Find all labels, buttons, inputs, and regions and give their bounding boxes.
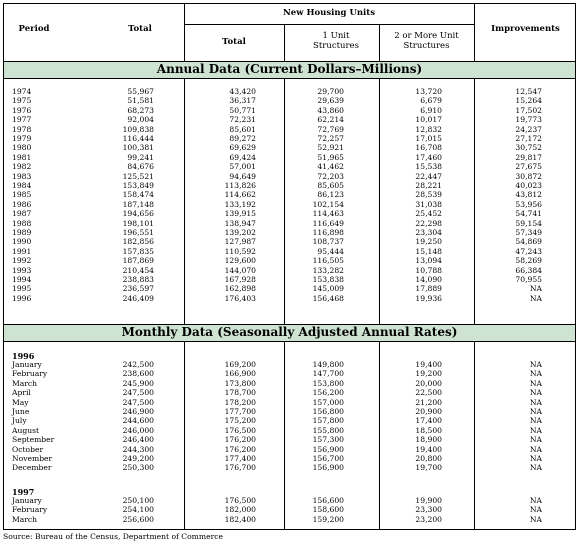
period-cell: 1980	[12, 143, 32, 153]
value-cell: 173,800	[224, 378, 256, 388]
value-cell: 14,090	[415, 275, 442, 284]
annual-data-band: Annual Data (Current Dollars–Millions)	[4, 61, 575, 79]
value-cell: 69,629	[229, 143, 256, 153]
value-cell: 116,898	[312, 228, 344, 237]
value-cell: 138,947	[224, 218, 256, 228]
value-cell: 198,101	[122, 218, 154, 228]
value-cell: 13,720	[415, 87, 442, 96]
value-cell: 43,860	[317, 105, 344, 115]
value-cell: 177,700	[224, 407, 256, 416]
value-cell: 242,500	[122, 360, 154, 369]
annual-row	[4, 107, 576, 115]
value-cell: 12,547	[515, 87, 542, 96]
value-cell: 58,269	[515, 256, 542, 266]
period-cell: 1977	[12, 115, 32, 125]
value-cell: 176,200	[224, 444, 256, 454]
value-cell: 246,000	[122, 425, 154, 435]
value-cell: 156,600	[312, 496, 344, 505]
value-cell: 247,500	[122, 388, 154, 398]
value-cell: 153,800	[312, 378, 344, 388]
monthly-row	[4, 389, 576, 397]
value-cell: 167,928	[224, 275, 256, 284]
value-cell: 24,237	[515, 124, 542, 134]
value-cell: 57,001	[229, 162, 256, 172]
value-cell: 22,500	[415, 388, 442, 398]
group-divider	[184, 24, 474, 25]
value-cell: 158,600	[312, 505, 344, 515]
value-cell: 17,460	[415, 152, 442, 162]
value-cell: 244,600	[122, 416, 154, 426]
value-cell: 247,500	[122, 397, 154, 407]
value-cell: 149,800	[312, 360, 344, 369]
subtotal-header: Total	[222, 37, 246, 47]
period-cell: May	[12, 397, 29, 407]
value-cell: 36,317	[229, 96, 256, 106]
value-cell: 13,094	[415, 256, 442, 266]
value-cell: 139,202	[224, 228, 256, 237]
value-cell: 17,400	[415, 416, 442, 426]
period-cell: January	[12, 496, 42, 505]
value-cell: 57,349	[515, 228, 542, 237]
period-header: Period	[18, 24, 50, 34]
value-cell: 182,000	[224, 505, 256, 515]
period-cell: December	[12, 463, 52, 473]
period-cell: 1993	[12, 265, 32, 275]
value-cell: 29,817	[515, 152, 542, 162]
annual-row	[4, 201, 576, 209]
value-cell: 249,200	[122, 454, 154, 463]
value-cell: 19,900	[415, 496, 442, 505]
value-cell: 169,200	[224, 360, 256, 369]
value-cell: 43,812	[515, 190, 542, 200]
value-cell: 178,700	[224, 388, 256, 398]
value-cell: 176,500	[224, 425, 256, 435]
value-cell: NA	[529, 369, 542, 379]
value-cell: 43,420	[229, 87, 256, 96]
value-cell: 69,424	[229, 152, 256, 162]
value-cell: 27,675	[515, 162, 542, 172]
new-housing-units-header: New Housing Units	[283, 8, 375, 18]
value-cell: 40,023	[515, 181, 542, 190]
value-cell: NA	[529, 454, 542, 463]
value-cell: 51,581	[127, 96, 154, 106]
value-cell: NA	[529, 284, 542, 294]
value-cell: 30,752	[515, 143, 542, 153]
annual-row	[4, 285, 576, 293]
period-cell: October	[12, 444, 44, 454]
value-cell: 162,898	[224, 284, 256, 294]
value-cell: 19,200	[415, 369, 442, 379]
period-cell: 1991	[12, 246, 32, 256]
period-cell: 1995	[12, 284, 32, 294]
period-cell: 1983	[12, 171, 32, 181]
monthly-row	[4, 455, 576, 463]
period-cell: 1981	[12, 152, 32, 162]
period-cell: 1990	[12, 237, 32, 247]
period-cell: February	[12, 505, 48, 515]
period-cell: 1984	[12, 181, 32, 190]
annual-row	[4, 210, 576, 218]
value-cell: 176,200	[224, 435, 256, 445]
value-cell: 156,900	[312, 444, 344, 454]
value-cell: 94,649	[229, 171, 256, 181]
value-cell: 236,597	[122, 284, 154, 294]
value-cell: NA	[529, 444, 542, 454]
value-cell: 176,500	[224, 496, 256, 505]
value-cell: 176,403	[224, 293, 256, 303]
value-cell: 147,700	[312, 369, 344, 379]
monthly-row	[4, 417, 576, 425]
value-cell: 51,965	[317, 152, 344, 162]
period-cell: 1976	[12, 105, 32, 115]
value-cell: NA	[529, 360, 542, 369]
period-cell: 1985	[12, 190, 32, 200]
value-cell: 153,849	[122, 181, 154, 190]
period-cell: 1994	[12, 275, 32, 284]
value-cell: 157,800	[312, 416, 344, 426]
value-cell: 27,172	[515, 134, 542, 143]
annual-row	[4, 173, 576, 181]
value-cell: 12,832	[415, 124, 442, 134]
two-or-more-header: 2 or More Unit Structures	[394, 31, 459, 51]
value-cell: 28,539	[415, 190, 442, 200]
period-cell: July	[12, 416, 27, 426]
value-cell: NA	[529, 505, 542, 515]
value-cell: 256,600	[122, 514, 154, 524]
annual-row	[4, 191, 576, 199]
annual-row	[4, 126, 576, 134]
value-cell: 68,273	[127, 105, 154, 115]
annual-row	[4, 295, 576, 303]
source-note: Source: Bureau of the Census, Department of Commerce	[3, 532, 223, 541]
total-header: Total	[128, 24, 152, 34]
monthly-row	[4, 464, 576, 472]
value-cell: 114,662	[224, 190, 256, 200]
value-cell: 250,100	[122, 496, 154, 505]
value-cell: 22,298	[415, 218, 442, 228]
value-cell: 238,600	[122, 369, 154, 379]
value-cell: 133,192	[224, 199, 256, 209]
value-cell: 20,000	[415, 378, 442, 388]
monthly-row	[4, 506, 576, 514]
value-cell: 238,883	[122, 275, 154, 284]
monthly-row	[4, 436, 576, 444]
value-cell: 17,015	[415, 134, 442, 143]
value-cell: 114,463	[312, 209, 344, 219]
value-cell: 109,838	[122, 124, 154, 134]
value-cell: 85,601	[229, 124, 256, 134]
value-cell: 72,257	[317, 134, 344, 143]
value-cell: NA	[529, 397, 542, 407]
period-cell: February	[12, 369, 48, 379]
period-cell: 1975	[12, 96, 32, 106]
value-cell: 6,679	[420, 96, 442, 106]
value-cell: 108,737	[312, 237, 344, 247]
period-cell: June	[12, 407, 30, 416]
monthly-year-1996: 1996	[12, 351, 35, 361]
value-cell: 210,454	[122, 265, 154, 275]
period-cell: March	[12, 378, 38, 388]
value-cell: 177,400	[224, 454, 256, 463]
value-cell: 133,282	[312, 265, 344, 275]
value-cell: 116,444	[122, 134, 154, 143]
value-cell: 17,502	[515, 105, 542, 115]
value-cell: 72,231	[229, 115, 256, 125]
value-cell: 156,700	[312, 454, 344, 463]
value-cell: 29,639	[317, 96, 344, 106]
monthly-row	[4, 370, 576, 378]
annual-row	[4, 229, 576, 237]
value-cell: 157,000	[312, 397, 344, 407]
value-cell: 50,771	[229, 105, 256, 115]
value-cell: NA	[529, 388, 542, 398]
value-cell: 159,200	[312, 514, 344, 524]
annual-row	[4, 276, 576, 284]
value-cell: 23,304	[415, 228, 442, 237]
annual-row	[4, 182, 576, 190]
period-cell: 1982	[12, 162, 32, 172]
monthly-row	[4, 361, 576, 369]
value-cell: 10,788	[415, 265, 442, 275]
value-cell: 176,700	[224, 463, 256, 473]
value-cell: 25,452	[415, 209, 442, 219]
value-cell: 116,505	[312, 256, 344, 266]
value-cell: 17,889	[415, 284, 442, 294]
value-cell: 20,900	[415, 407, 442, 416]
value-cell: 66,384	[515, 265, 542, 275]
period-cell: April	[12, 388, 31, 398]
monthly-row	[4, 399, 576, 407]
value-cell: 28,221	[415, 181, 442, 190]
value-cell: 72,203	[317, 171, 344, 181]
annual-row	[4, 257, 576, 265]
period-cell: 1986	[12, 199, 32, 209]
period-cell: 1992	[12, 256, 32, 266]
value-cell: 85,605	[317, 181, 344, 190]
period-cell: 1996	[12, 293, 32, 303]
monthly-data-band: Monthly Data (Seasonally Adjusted Annual Rates)	[4, 324, 575, 342]
annual-row	[4, 154, 576, 162]
value-cell: 157,300	[312, 435, 344, 445]
value-cell: 21,200	[415, 397, 442, 407]
value-cell: 254,100	[122, 505, 154, 515]
value-cell: 54,741	[515, 209, 542, 219]
annual-row	[4, 88, 576, 96]
value-cell: 182,856	[122, 237, 154, 247]
value-cell: NA	[529, 416, 542, 426]
value-cell: NA	[529, 496, 542, 505]
period-cell: 1974	[12, 87, 32, 96]
value-cell: 125,521	[122, 171, 154, 181]
value-cell: 19,400	[415, 360, 442, 369]
period-cell: September	[12, 435, 55, 445]
value-cell: 194,656	[122, 209, 154, 219]
value-cell: 156,900	[312, 463, 344, 473]
period-cell: 1989	[12, 228, 32, 237]
value-cell: 86,123	[317, 190, 344, 200]
monthly-row	[4, 516, 576, 524]
value-cell: 246,900	[122, 407, 154, 416]
value-cell: 15,148	[415, 246, 442, 256]
annual-row	[4, 97, 576, 105]
value-cell: 19,250	[415, 237, 442, 247]
value-cell: 23,200	[415, 514, 442, 524]
value-cell: 156,200	[312, 388, 344, 398]
value-cell: 19,773	[515, 115, 542, 125]
period-cell: March	[12, 514, 38, 524]
annual-row	[4, 135, 576, 143]
value-cell: 54,869	[515, 237, 542, 247]
value-cell: 246,409	[122, 293, 154, 303]
value-cell: 250,300	[122, 463, 154, 473]
monthly-row	[4, 427, 576, 435]
value-cell: NA	[529, 425, 542, 435]
monthly-row	[4, 380, 576, 388]
value-cell: 20,800	[415, 454, 442, 463]
value-cell: 139,915	[224, 209, 256, 219]
value-cell: 23,300	[415, 505, 442, 515]
monthly-row	[4, 408, 576, 416]
value-cell: NA	[529, 435, 542, 445]
annual-row	[4, 144, 576, 152]
value-cell: 244,300	[122, 444, 154, 454]
value-cell: 95,444	[317, 246, 344, 256]
value-cell: 47,243	[515, 246, 542, 256]
value-cell: 84,676	[127, 162, 154, 172]
annual-row	[4, 267, 576, 275]
monthly-year-1997: 1997	[12, 487, 35, 497]
annual-row	[4, 220, 576, 228]
value-cell: 70,955	[515, 275, 542, 284]
value-cell: 144,070	[224, 265, 256, 275]
value-cell: 18,900	[415, 435, 442, 445]
period-cell: 1978	[12, 124, 32, 134]
value-cell: 18,500	[415, 425, 442, 435]
value-cell: 6,910	[420, 105, 442, 115]
value-cell: 41,462	[317, 162, 344, 172]
value-cell: 22,447	[415, 171, 442, 181]
value-cell: 10,017	[415, 115, 442, 125]
annual-row	[4, 116, 576, 124]
value-cell: 182,400	[224, 514, 256, 524]
value-cell: 16,708	[415, 143, 442, 153]
value-cell: 166,900	[224, 369, 256, 379]
value-cell: 129,600	[224, 256, 256, 266]
value-cell: NA	[529, 293, 542, 303]
value-cell: 102,154	[312, 199, 344, 209]
improvements-header: Improvements	[491, 24, 560, 34]
value-cell: 187,869	[122, 256, 154, 266]
period-cell: 1979	[12, 134, 32, 143]
value-cell: 100,381	[122, 143, 154, 153]
value-cell: NA	[529, 407, 542, 416]
one-unit-header: 1 Unit Structures	[313, 31, 359, 51]
value-cell: 155,800	[312, 425, 344, 435]
value-cell: 89,272	[229, 134, 256, 143]
period-cell: January	[12, 360, 42, 369]
period-cell: November	[12, 454, 53, 463]
value-cell: 30,872	[515, 171, 542, 181]
monthly-row	[4, 497, 576, 505]
value-cell: 110,592	[224, 246, 256, 256]
value-cell: 156,800	[312, 407, 344, 416]
period-cell: August	[12, 425, 40, 435]
value-cell: 52,921	[317, 143, 344, 153]
value-cell: NA	[529, 378, 542, 388]
value-cell: 175,200	[224, 416, 256, 426]
value-cell: 92,004	[127, 115, 154, 125]
value-cell: 187,148	[122, 199, 154, 209]
annual-row	[4, 238, 576, 246]
monthly-row	[4, 446, 576, 454]
value-cell: 156,468	[312, 293, 344, 303]
period-cell: 1987	[12, 209, 32, 219]
value-cell: 19,936	[415, 293, 442, 303]
value-cell: 55,967	[127, 87, 154, 96]
value-cell: 157,835	[122, 246, 154, 256]
value-cell: 145,009	[312, 284, 344, 294]
value-cell: 153,838	[312, 275, 344, 284]
value-cell: 178,200	[224, 397, 256, 407]
value-cell: NA	[529, 514, 542, 524]
value-cell: NA	[529, 463, 542, 473]
value-cell: 31,038	[415, 199, 442, 209]
value-cell: 53,956	[515, 199, 542, 209]
value-cell: 15,264	[515, 96, 542, 106]
value-cell: 62,214	[317, 115, 344, 125]
annual-row	[4, 248, 576, 256]
housing-table	[3, 3, 576, 530]
value-cell: 116,649	[312, 218, 344, 228]
period-cell: 1988	[12, 218, 32, 228]
value-cell: 113,826	[224, 181, 256, 190]
value-cell: 72,769	[317, 124, 344, 134]
annual-row	[4, 163, 576, 171]
value-cell: 99,241	[127, 152, 154, 162]
value-cell: 15,538	[415, 162, 442, 172]
value-cell: 19,400	[415, 444, 442, 454]
value-cell: 246,400	[122, 435, 154, 445]
value-cell: 196,551	[122, 228, 154, 237]
value-cell: 19,700	[415, 463, 442, 473]
value-cell: 158,474	[122, 190, 154, 200]
value-cell: 29,700	[317, 87, 344, 96]
value-cell: 59,154	[515, 218, 542, 228]
value-cell: 245,900	[122, 378, 154, 388]
value-cell: 127,987	[224, 237, 256, 247]
